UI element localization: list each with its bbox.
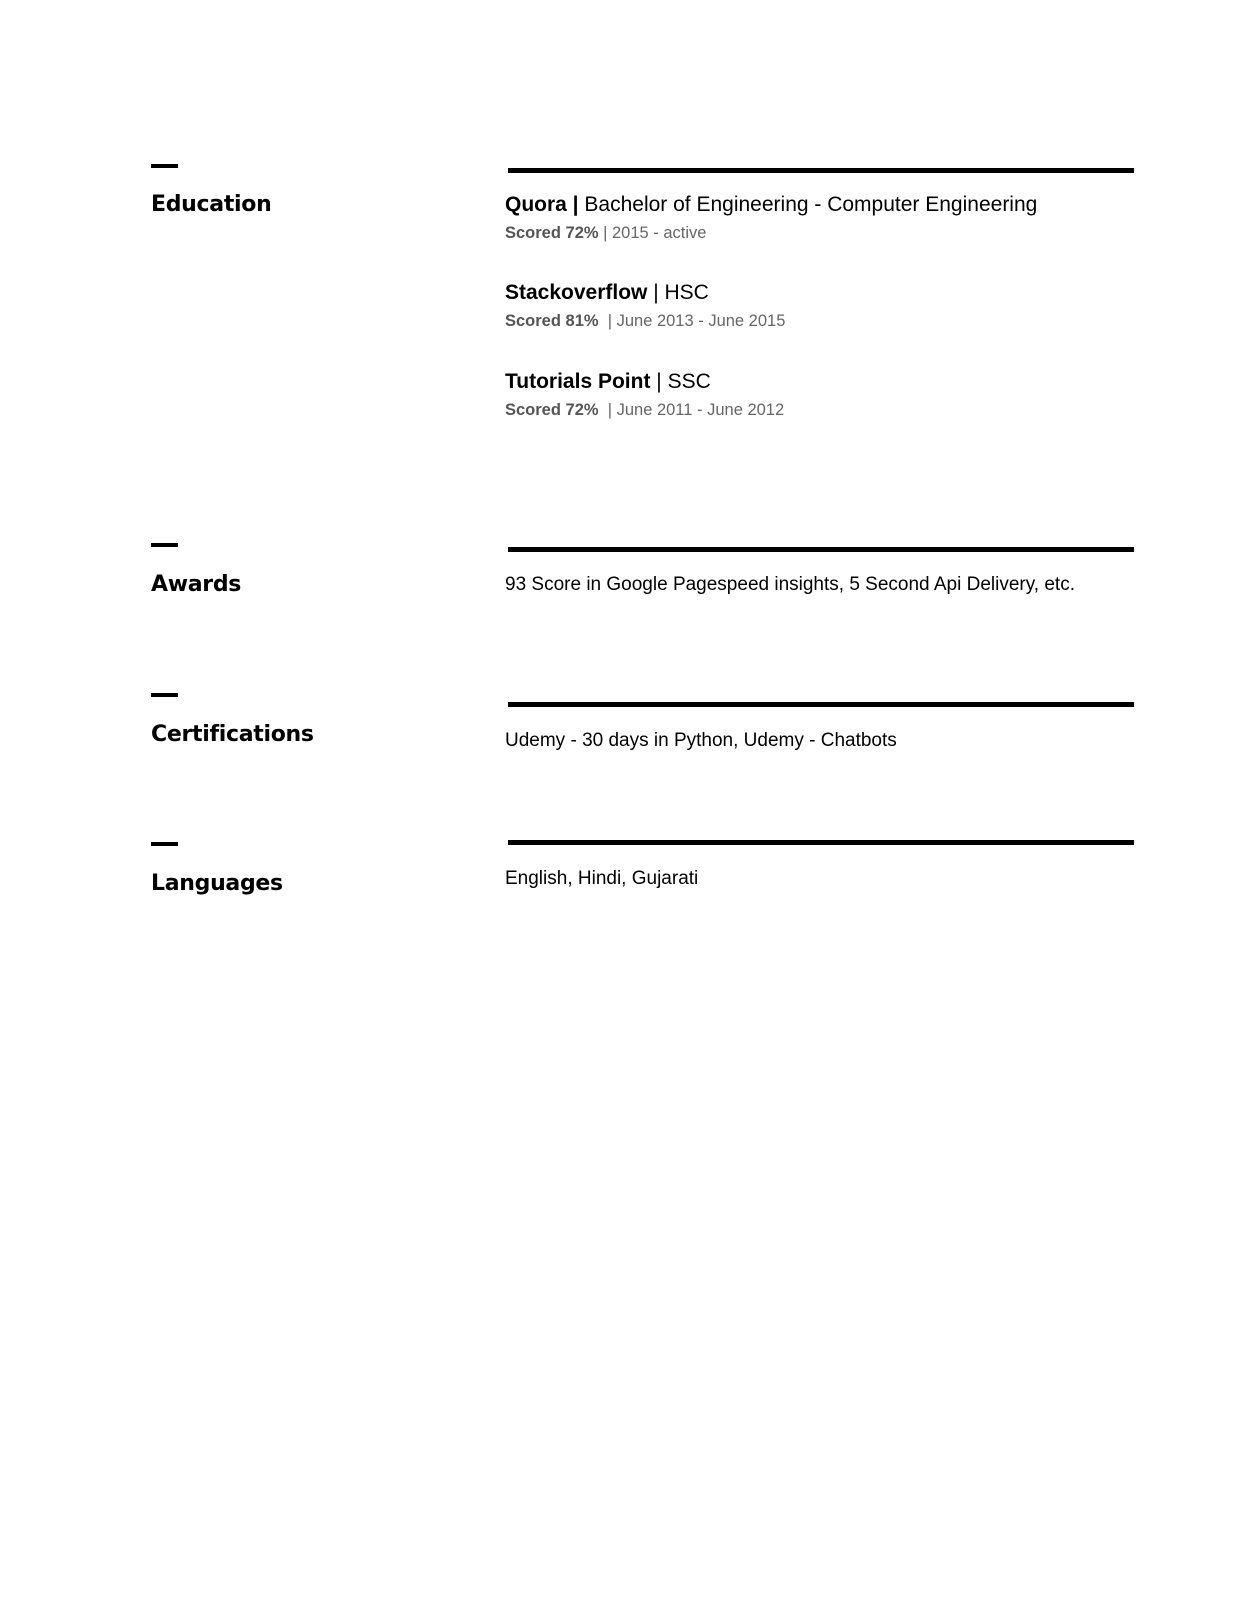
entry-title — [505, 192, 1037, 218]
entry-score: Scored 72% — [505, 401, 599, 419]
certifications-heading: Certifications — [151, 722, 314, 747]
entry-period: | June 2013 - June 2015 — [598, 312, 786, 330]
languages-heading: Languages — [151, 871, 283, 896]
entry-score: Scored 81% — [505, 312, 599, 330]
entry-org: Tutorials Point — [505, 370, 651, 393]
entry-org: Stackoverflow — [505, 281, 648, 304]
education-entry — [505, 280, 785, 332]
entry-meta — [505, 310, 785, 332]
entry-meta — [505, 399, 784, 421]
section-rule — [508, 547, 1134, 552]
section-dash — [151, 842, 178, 846]
education-heading: Education — [151, 192, 272, 217]
entry-title — [505, 280, 785, 306]
education-entry — [505, 369, 784, 421]
entry-degree: Bachelor of Engineering - Computer Engineering — [578, 193, 1038, 216]
section-dash — [151, 543, 178, 547]
awards-heading: Awards — [151, 572, 242, 597]
entry-org: Quora | — [505, 193, 579, 216]
certifications-text: Udemy - 30 days in Python, Udemy - Chatbots — [505, 730, 897, 751]
education-entry — [505, 192, 1037, 244]
entry-degree: | HSC — [647, 281, 709, 304]
section-rule — [508, 840, 1134, 845]
entry-title — [505, 369, 784, 395]
awards-text: 93 Score in Google Pagespeed insights, 5 Second Api Delivery, etc. — [505, 574, 1075, 595]
entry-period: | 2015 - active — [598, 224, 707, 242]
section-rule — [508, 168, 1134, 173]
entry-period: | June 2011 - June 2012 — [598, 401, 785, 419]
languages-text: English, Hindi, Gujarati — [505, 868, 699, 889]
entry-score: Scored 72% — [505, 224, 599, 242]
section-dash — [151, 693, 178, 697]
entry-meta — [505, 222, 1037, 244]
section-rule — [508, 702, 1134, 707]
entry-degree: | SSC — [650, 370, 711, 393]
section-dash — [151, 164, 178, 168]
